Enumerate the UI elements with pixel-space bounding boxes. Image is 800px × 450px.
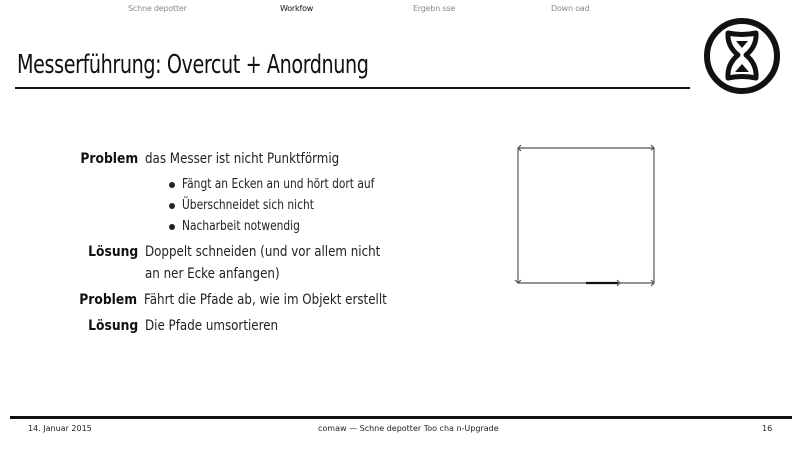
bullet-icon [169, 224, 175, 230]
row-label: Lösung [88, 244, 139, 260]
section-navigation [0, 4, 700, 18]
page-number: 16 [762, 424, 773, 433]
footer-date: 14. Januar 2015 [28, 424, 92, 433]
row-text: das Messer ist nicht Punktförmig [145, 151, 340, 167]
footer-title: comaw — Schne depotter Too cha n-Upgrade [318, 424, 499, 433]
problem-row-1 [60, 148, 440, 170]
row-text: Die Pfade umsortieren [145, 318, 279, 334]
row-text: Fährt die Pfade ab, wie im Objekt erstellt [143, 292, 387, 308]
footer-divider [10, 416, 792, 419]
list-item: Überschneidet sich nicht [166, 195, 440, 216]
cut-path-diagram [512, 142, 662, 292]
row-label: Problem [80, 151, 139, 167]
slide-content [60, 148, 440, 341]
problem-row-2 [60, 289, 440, 311]
solution-row-2 [60, 315, 440, 337]
nav-item-schneideplotter[interactable]: Schne depotter [128, 4, 187, 13]
title-divider [15, 87, 690, 89]
slide-title: Messerführung: Overcut + Anordnung [17, 50, 369, 80]
row-label: Lösung [88, 318, 139, 334]
nav-item-download[interactable]: Down oad [551, 4, 590, 13]
bullet-icon [169, 203, 175, 209]
hourglass-circle-icon [702, 16, 782, 96]
list-item: Fängt an Ecken an und hört dort auf [166, 174, 440, 195]
list-item: Nacharbeit notwendig [166, 216, 440, 237]
row-label: Problem [79, 292, 138, 308]
row-text: Doppelt schneiden (und vor allem nicht an ner Ecke anfangen) [145, 244, 381, 282]
nav-item-ergebnisse[interactable]: Ergebn sse [413, 4, 456, 13]
solution-row-1 [60, 241, 440, 285]
bullet-icon [169, 182, 175, 188]
nav-item-workflow[interactable]: Workfow [280, 4, 314, 13]
bullet-list [60, 174, 440, 237]
